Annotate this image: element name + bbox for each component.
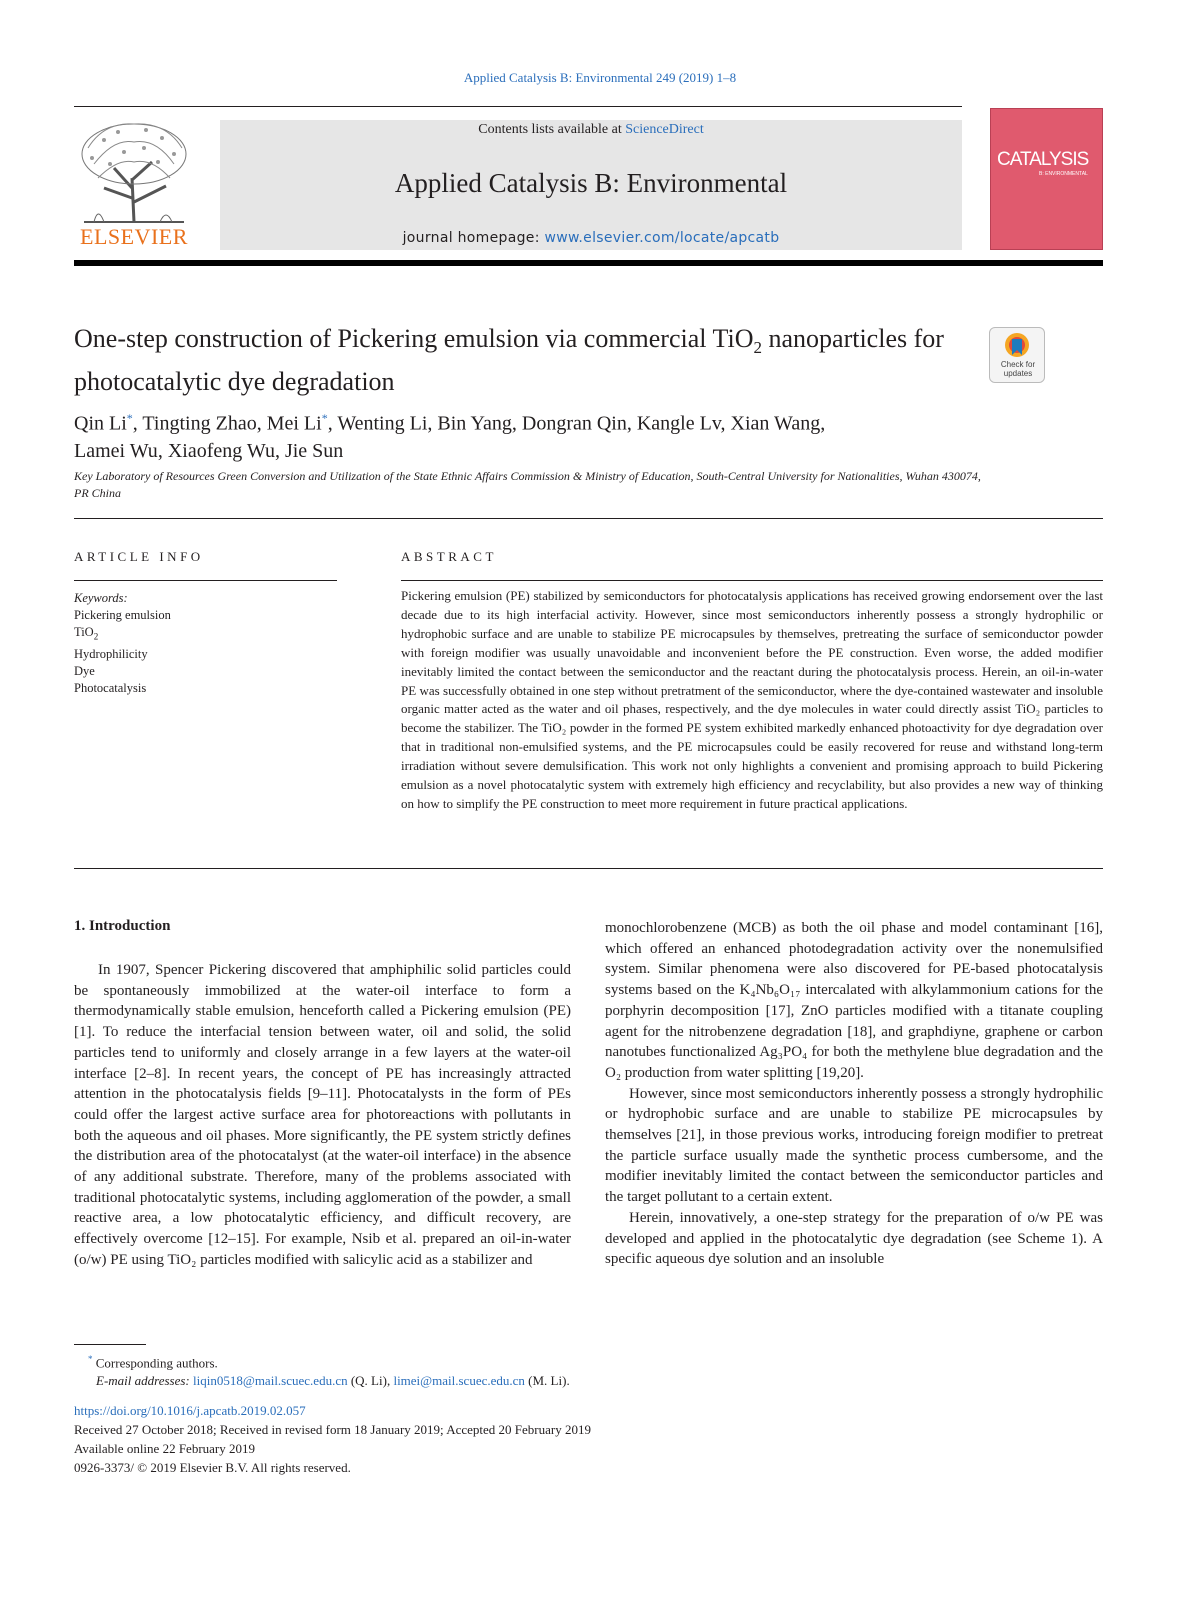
author-name: Bin Yang [437,412,512,435]
title-subscript: 2 [753,338,762,358]
check-for-updates-badge[interactable] [989,327,1045,383]
author-name: Kangle Lv [636,412,721,435]
author-name: Dongran Qin [521,412,627,435]
keyword-item: Pickering emulsion [74,608,171,622]
abstract-text: Pickering emulsion (PE) stabilized by semiconductors for photocatalysis applications has received growing endorsement over the last decade due to its high interfacial activity. However, since most semiconductors inherently possess a strongly hydrophilic or hydrophobic surface and are unable to stabilize PE microcapsules by themselves, pretreating the surface of semiconductor powder with foreign modifier was usually unavoidable and inconvenient before the PE construction. Even worse, the added modifier inevitably limited the contact between the semiconductor and the reactant during the photocatalysis process. Herein, an oil-in-water PE was successfully obtained in one step without pretratment of the semiconductor, where the dye-contained wastewater and insoluble organic matter acted as the water and oil phases, respectively, and the dye molecules in water could directly assist TiO₂ particles to become the stabilizer. The TiO₂ powder in the formed PE system exhibited markedly enhanced photoactivity for dye degradation over that in traditional non-emulsified systems, and the PE microcapsules could be easily recovered for reuse and withstand long-term irradiation without severe demulsification. This work not only highlights a convenient and promising approach to build Pickering emulsion as a novel photocatalytic system with extremely high efficiency and recyclability, but also provides a new way of thinking on how to simplify the PE construction to meet more requirement in future practical applications. [401,588,1103,811]
title-part-2: nanoparticles for photocatalytic dye degradation [74,324,944,397]
author-name: Jie Sun [284,439,344,462]
email-link-2[interactable]: limei@mail.scuec.edu.cn [393,1373,525,1389]
available-online: Available online 22 February 2019 [74,1441,255,1456]
author-name: Tingting Zhao [142,412,257,435]
top-divider [74,106,962,107]
publication-info [74,1401,974,1477]
paper-title [74,322,954,399]
contents-prefix: Contents lists available at [478,122,626,137]
author-name: Lamei Wu [74,439,158,462]
paragraph: monochlorobenzene (MCB) as both the oil phase and model contaminant [16], which offered an enhanced photodegradation activity over the nonemulsified system. Similar phenomena were also discovered for PE-based photocatalysis systems based on the K₄Nb₆O₁₇ intercalated with alkylammonium cations for the porphyrin decomposition [17], ZnO particles modified with a titanate coupling agent for the nitrobenzene degradation [18], and graphdiyne, graphene or carbon nanotubes functionalized Ag₃PO₄ for both the methylene blue degradation and the O₂ production from water splitting [19,20]. [605,920,1103,1081]
doi-link[interactable]: https://doi.org/10.1016/j.apcatb.2019.02.057 [74,1403,306,1418]
affiliation-divider [74,518,1103,519]
paragraph: However, since most semiconductors inherently possess a strongly hydrophilic or hydrophobic surface and are unable to stabilize PE microcapsules by themselves [21], in those previous works, introducing foreign modifier to pretreat the particle surface usually made the synthetic process cumbersome, and the modifier inevitably limited the contact between the semiconductor particles and the target pollutant to a certain extent. [605,1085,1103,1206]
tree-icon [74,118,194,226]
cover-title: CATALYSIS [997,149,1089,170]
author-name: Wenting Li [337,412,428,435]
author-list: Qin Li*, Tingting Zhao, Mei Li*, Wenting Li, Bin Yang, Dongran Qin, Kangle Lv, Xian Wang, Lamei Wu, Xiaofeng Wu, Jie Sun [74,411,826,462]
author-name: Xian Wang [730,412,821,435]
paragraph: Herein, innovatively, a one-step strategy for the preparation of o/w PE was developed and applied in the photocatalytic dye degradation (see Scheme 1). A specific aqueous dye solution and an insoluble [605,1209,1103,1268]
body-column-left [74,960,571,1271]
homepage-line [220,230,962,246]
corresponding-author-marker[interactable]: * [126,411,133,425]
keyword-item: Hydrophilicity [74,646,148,661]
journal-masthead [220,120,962,250]
journal-title: Applied Catalysis B: Environmental [394,168,788,198]
publisher-name: ELSEVIER [80,224,188,249]
sciencedirect-link[interactable]: ScienceDirect [625,122,704,137]
corresponding-text: Corresponding authors. [95,1355,218,1371]
email-owner-1: (Q. Li), [347,1373,394,1389]
article-info-divider [74,580,337,581]
homepage-link[interactable]: www.elsevier.com/locate/apcatb [544,230,780,246]
section-heading-introduction: 1. Introduction [74,918,171,934]
title-part-1: One-step construction of Pickering emulsion via commercial TiO [74,324,754,353]
email-owner-2: (M. Li). [524,1373,570,1389]
received-dates: Received 27 October 2018; Received in revised form 18 January 2019; Accepted 20 February 2019 [74,1422,591,1437]
body-column-right [605,918,1103,1270]
header-thick-divider [74,260,1103,266]
affiliation: Key Laboratory of Resources Green Conversion and Utilization of the State Ethnic Affairs Commission & Ministry of Education, South-Central University for Nationalities, Wuhan 430074, PR China [74,469,981,500]
body-divider [74,868,1103,869]
cover-subtitle: B: ENVIRONMENTAL [1039,171,1088,177]
corresponding-author-marker[interactable]: * [321,411,328,425]
corresponding-note: * Corresponding authors. [88,1354,218,1371]
keyword-item: TiO$_2$ [74,625,99,642]
email-line [74,1372,974,1390]
author-name: Mei Li [266,412,322,435]
email-link-1[interactable]: liqin0518@mail.scuec.edu.cn [193,1373,348,1389]
author-name: Xiaofeng Wu [167,439,275,462]
keywords-label: Keywords: [74,591,128,605]
journal-cover-thumbnail [990,108,1103,250]
author-name: Qin Li [74,412,127,435]
check-updates-label: Check for updates [1000,360,1036,378]
email-label: E-mail addresses: [96,1373,190,1389]
article-info-heading: ARTICLE INFO [74,549,204,564]
journal-reference[interactable]: Applied Catalysis B: Environmental 249 (2019) 1–8 [463,70,737,85]
footnote-divider [74,1344,146,1345]
homepage-prefix: journal homepage: [402,230,545,246]
abstract-divider [401,580,1103,581]
keyword-item: Photocatalysis [74,680,147,695]
keywords-block [74,590,334,697]
keyword-item: Dye [74,663,95,678]
abstract-heading: ABSTRACT [401,549,497,564]
paragraph: In 1907, Spencer Pickering discovered that amphiphilic solid particles could be spontaneously immobilized at the water-oil interface to form a thermodynamically stable emulsion, henceforth called a Pickering emulsion (PE) [1]. To reduce the interfacial tension between water, oil and solid, the solid particles tend to uniformly and closely arrange in a few layers at the water-oil interface [2–8]. In recent years, the concept of PE has increasingly attracted attention in the photocatalysis fields [9–11]. Photocatalysts in the form of PEs could offer the largest active surface area for photoreactions with pollutants in both the aqueous and oil phases. More significantly, the PE system strictly defines the distribution area of the photocatalyst (at the water-oil interface) in the absence of any additional substrate. Therefore, many of the problems associated with traditional photocatalytic systems, including agglomeration of the powder, a small reactive area, a low photocatalytic efficiency, and difficult recovery, are effectively overcome [12–15]. For example, Nsib et al. prepared an oil-in-water (o/w) PE using TiO₂ particles modified with salicylic acid as a stabilizer and [74,962,571,1268]
publisher-logo [74,118,194,250]
copyright: 0926-3373/ © 2019 Elsevier B.V. All rights reserved. [74,1460,351,1475]
contents-line [220,122,962,138]
footnotes [74,1350,974,1390]
